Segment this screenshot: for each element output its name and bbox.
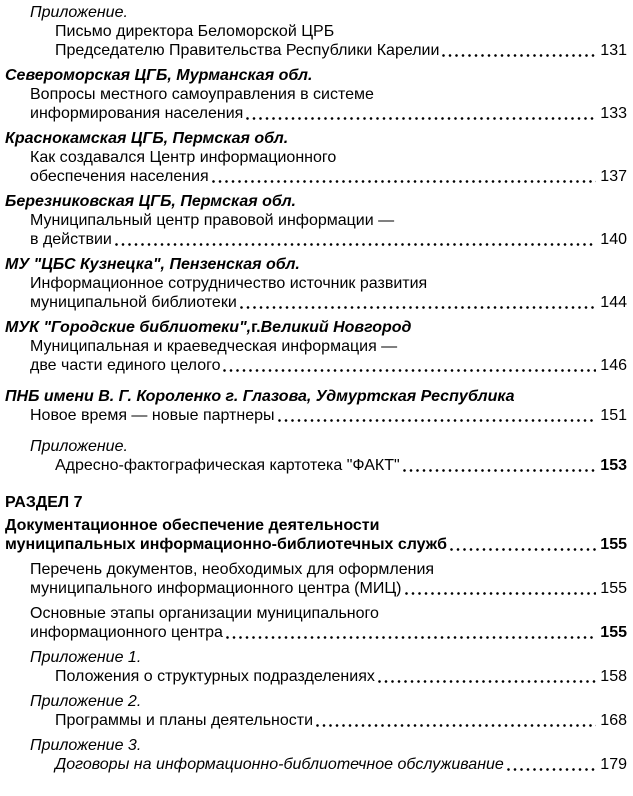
text-segment: Краснокамская ЦГБ, Пермская обл. (5, 130, 289, 147)
toc-line (5, 230, 627, 249)
text-segment: МУ "ЦБС Кузнецка", Пензенская обл. (5, 256, 300, 273)
toc-line (5, 406, 627, 425)
dot-leader (246, 117, 596, 120)
text-segment: Североморская ЦГБ, Мурманская обл. (5, 67, 313, 84)
page-number: 144 (600, 294, 627, 311)
toc-line (5, 623, 627, 642)
text-segment: Березниковская ЦГБ, Пермская обл. (5, 193, 296, 210)
text-segment: муниципальных информационно-библиотечных служб (5, 536, 447, 553)
toc-line (5, 535, 627, 554)
page-number: 140 (600, 231, 627, 248)
toc-block-appendix (5, 648, 627, 686)
text-segment: Основные этапы организации муниципального (30, 605, 379, 622)
text-segment: обеспечения населения (30, 168, 209, 185)
text-segment: Адресно-фактографическая картотека "ФАКТ" (55, 457, 400, 474)
toc-line (5, 579, 627, 598)
text-segment: г. (251, 319, 261, 336)
toc-line (5, 711, 627, 730)
toc-block-section-heading (5, 493, 627, 512)
toc-line (5, 387, 627, 406)
page-number: 131 (600, 42, 627, 59)
text-segment: Информационное сотрудничество источник развития (30, 275, 428, 292)
page-number: 137 (600, 168, 627, 185)
text-segment: информирования населения (30, 105, 244, 122)
toc-line (5, 667, 627, 686)
text-segment: Приложение 2. (30, 693, 142, 710)
text-segment: Перечень документов, необходимых для оформления (30, 561, 435, 578)
text-segment: Великий Новгород (260, 319, 412, 336)
toc-line (5, 560, 627, 579)
toc-line (5, 3, 627, 22)
text-segment: МУК "Городские библиотеки", (5, 319, 252, 336)
toc-line (5, 211, 627, 230)
text-segment: Приложение. (30, 4, 128, 21)
toc-block-appendix (5, 692, 627, 730)
page-number: 155 (600, 536, 627, 553)
toc-line (5, 755, 627, 774)
dot-leader (378, 680, 596, 683)
text-segment: муниципального информационного центра (МИЦ) (30, 580, 402, 597)
toc-block-sub (5, 604, 627, 642)
text-segment: Документационное обеспечение деятельности (5, 517, 380, 534)
page-number: 151 (600, 407, 627, 424)
dot-leader (507, 768, 596, 771)
toc-line (5, 493, 627, 512)
toc-line (5, 66, 627, 85)
toc-line (5, 274, 627, 293)
text-segment: Муниципальная и краеведческая информация — (30, 338, 398, 355)
dot-leader (442, 54, 596, 57)
toc-block-appendix (5, 3, 627, 60)
toc-block-sub (5, 560, 627, 598)
toc-block-org (5, 255, 627, 312)
text-segment: две части единого целого (30, 357, 221, 374)
text-segment: Письмо директора Беломорской ЦРБ (55, 23, 335, 40)
toc-line (5, 22, 627, 41)
text-segment: Договоры на информационно-библиотечное обслуживание (55, 756, 504, 773)
toc-line (5, 104, 627, 123)
text-segment: Приложение 1. (30, 649, 142, 666)
toc-line (5, 293, 627, 312)
toc-line (5, 337, 627, 356)
toc-block-appendix (5, 736, 627, 774)
page-number: 179 (600, 756, 627, 773)
toc-line (5, 148, 627, 167)
text-segment: Приложение 3. (30, 737, 142, 754)
text-segment: муниципальной библиотеки (30, 294, 237, 311)
page-number: 168 (600, 712, 627, 729)
dot-leader (405, 592, 597, 595)
text-segment: Приложение. (30, 438, 128, 455)
toc-line (5, 456, 627, 475)
toc-block-appendix (5, 437, 627, 475)
page-number: 158 (600, 668, 627, 685)
toc-line (5, 41, 627, 60)
dot-leader (316, 724, 596, 727)
dot-leader (226, 636, 596, 639)
text-segment: Новое время — новые партнеры (30, 407, 275, 424)
text-segment: Муниципальный центр правовой информации — (30, 212, 395, 229)
text-segment: Вопросы местного самоуправления в системе (30, 86, 374, 103)
text-segment: РАЗДЕЛ 7 (5, 494, 83, 511)
toc-block-org (5, 387, 627, 425)
dot-leader (115, 243, 596, 246)
dot-leader (403, 469, 597, 472)
page-number: 146 (600, 357, 627, 374)
toc-line (5, 318, 627, 337)
toc-block-section-title (5, 516, 627, 554)
dot-leader (278, 419, 597, 422)
page-number: 155 (600, 580, 627, 597)
toc-line (5, 692, 627, 711)
toc-line (5, 516, 627, 535)
dot-leader (223, 369, 596, 372)
text-segment: информационного центра (30, 624, 223, 641)
toc-block-org (5, 66, 627, 123)
toc-line (5, 192, 627, 211)
toc-block-org (5, 192, 627, 249)
toc-line (5, 648, 627, 667)
page-number: 133 (600, 105, 627, 122)
toc-block-org (5, 129, 627, 186)
toc-line (5, 167, 627, 186)
toc-list (5, 3, 627, 774)
text-segment: Как создавался Центр информационного (30, 149, 337, 166)
toc-line (5, 85, 627, 104)
toc-line (5, 356, 627, 375)
text-segment: ПНБ имени В. Г. Короленко г. Глазова, Удмуртская Республика (5, 388, 515, 405)
toc-line (5, 129, 627, 148)
text-segment: Председателю Правительства Республики Карелии (55, 42, 440, 59)
text-segment: Положения о структурных подразделениях (55, 668, 375, 685)
toc-block-org (5, 318, 627, 375)
toc-line (5, 255, 627, 274)
page-number: 155 (600, 624, 627, 641)
dot-leader (212, 180, 597, 183)
text-segment: Программы и планы деятельности (55, 712, 314, 729)
dot-leader (450, 548, 596, 551)
toc-line (5, 604, 627, 623)
toc-line (5, 736, 627, 755)
page-number: 153 (600, 457, 627, 474)
toc-line (5, 437, 627, 456)
text-segment: в действии (30, 231, 112, 248)
dot-leader (240, 306, 597, 309)
